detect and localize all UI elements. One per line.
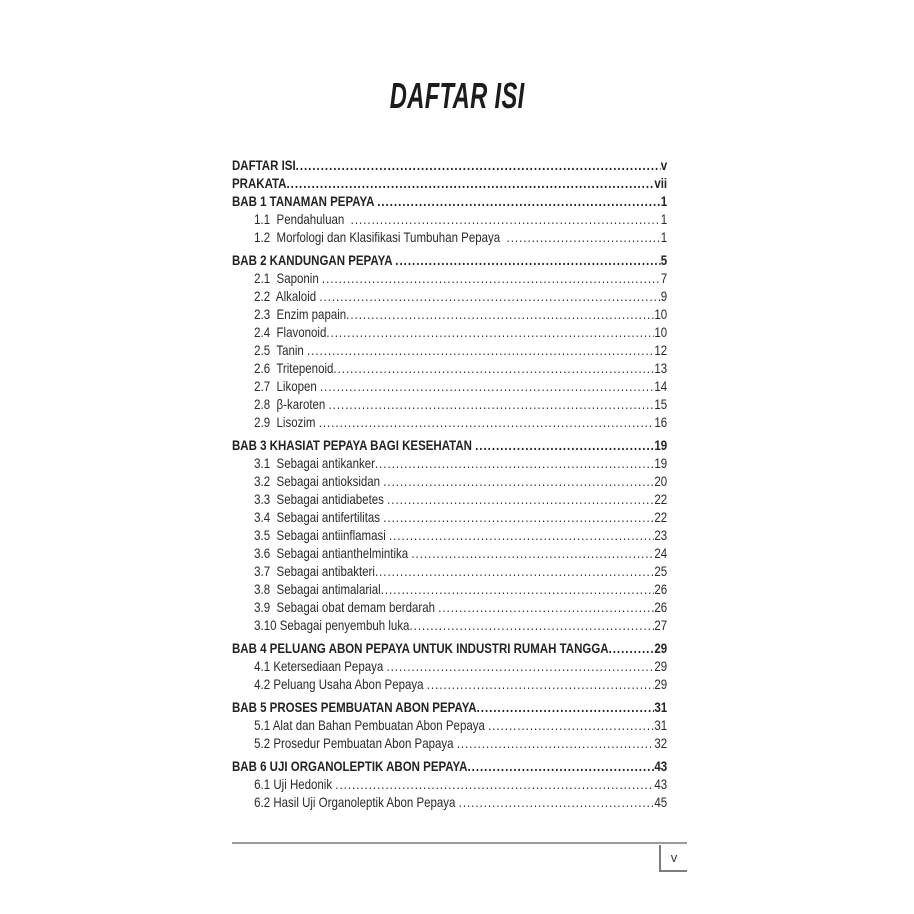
toc-row xyxy=(232,734,667,752)
toc-entry-label: 5.2 Prosedur Pembuatan Abon Papaya xyxy=(254,735,457,751)
toc-leader-dots xyxy=(307,341,654,359)
toc-entry-page: 16 xyxy=(654,414,668,430)
toc-leader-dots xyxy=(488,716,654,734)
toc-row xyxy=(232,657,667,675)
toc-entry-label: BAB 6 UJI ORGANOLEPTIK ABON PEPAYA xyxy=(232,758,468,774)
toc-entry-label: 3.10 Sebagai penyembuh luka xyxy=(254,617,410,633)
toc-row xyxy=(232,472,667,490)
toc-row xyxy=(232,192,667,210)
toc-entry-page: 1 xyxy=(660,193,668,209)
toc-entry-page: 25 xyxy=(654,563,668,579)
footer-rule xyxy=(232,842,687,844)
toc-entry-label: BAB 4 PELUANG ABON PEPAYA UNTUK INDUSTRI RUMAH TANGGA xyxy=(232,640,609,656)
toc-row xyxy=(232,639,667,657)
toc-row xyxy=(232,436,667,454)
toc-row xyxy=(232,716,667,734)
toc-leader-dots xyxy=(475,436,654,454)
toc-entry-label: 2.5 Tanin xyxy=(254,342,308,358)
toc-entry-label: 3.5 Sebagai antiinflamasi xyxy=(254,527,389,543)
toc-entry-label: PRAKATA xyxy=(232,175,287,191)
toc-leader-dots xyxy=(335,775,654,793)
toc-entry-label: 3.3 Sebagai antidiabetes xyxy=(254,491,388,507)
toc-leader-dots xyxy=(459,793,655,811)
toc-entry-page: 19 xyxy=(654,437,668,453)
toc-row xyxy=(232,269,667,287)
toc-entry-page: 12 xyxy=(654,342,668,358)
toc-entry-page: 20 xyxy=(654,473,668,489)
toc-leader-dots xyxy=(386,657,654,675)
toc-entry-label: 1.1 Pendahuluan xyxy=(254,211,351,227)
toc-entry-label: DAFTAR ISI xyxy=(232,157,296,173)
toc-entry-page: 43 xyxy=(654,758,668,774)
toc-entry-page: 14 xyxy=(654,378,668,394)
toc-leader-dots xyxy=(477,698,655,716)
toc-row xyxy=(232,544,667,562)
toc-leader-dots xyxy=(351,210,661,228)
toc-row xyxy=(232,454,667,472)
toc-entry-label: BAB 2 KANDUNGAN PEPAYA xyxy=(232,252,396,268)
toc-entry-page: vii xyxy=(654,175,668,191)
toc-leader-dots xyxy=(375,562,654,580)
toc-leader-dots xyxy=(409,616,654,634)
toc-leader-dots xyxy=(427,675,655,693)
toc-leader-dots xyxy=(411,544,654,562)
toc-entry-page: 26 xyxy=(654,581,668,597)
toc-row xyxy=(232,490,667,508)
toc-entry-label: 2.3 Enzim papain xyxy=(254,306,347,322)
toc-leader-dots xyxy=(319,413,655,431)
page-number: v xyxy=(670,850,678,865)
toc-leader-dots xyxy=(387,490,654,508)
toc-row xyxy=(232,251,667,269)
toc-row xyxy=(232,359,667,377)
toc-entry-label: 3.1 Sebagai antikanker xyxy=(254,455,375,471)
toc-leader-dots xyxy=(320,377,654,395)
toc-entry-label: 3.8 Sebagai antimalarial xyxy=(254,581,381,597)
toc-entry-page: 43 xyxy=(654,776,668,792)
page-number-box xyxy=(659,845,687,872)
toc-row xyxy=(232,228,667,246)
toc-entry-page: 24 xyxy=(654,545,668,561)
toc-row xyxy=(232,775,667,793)
toc-row xyxy=(232,757,667,775)
toc-row xyxy=(232,793,667,811)
toc-entry-label: 3.4 Sebagai antifertilitas xyxy=(254,509,384,525)
toc-entry-label: 2.7 Likopen xyxy=(254,378,320,394)
toc-row xyxy=(232,580,667,598)
toc-entry-page: 32 xyxy=(654,735,668,751)
toc-leader-dots xyxy=(507,228,661,246)
toc-entry-page: 1 xyxy=(660,229,668,245)
toc-leader-dots xyxy=(395,251,660,269)
toc-row xyxy=(232,395,667,413)
toc-entry-page: 19 xyxy=(654,455,668,471)
toc-entry-page: 23 xyxy=(654,527,668,543)
toc-entry-page: 1 xyxy=(660,211,668,227)
page-title xyxy=(0,77,914,115)
toc-entry-page: 15 xyxy=(654,396,668,412)
toc-leader-dots xyxy=(375,454,654,472)
toc-leader-dots xyxy=(383,508,654,526)
toc-entry-label: BAB 5 PROSES PEMBUATAN ABON PEPAYA xyxy=(232,699,477,715)
toc-entry-label: BAB 3 KHASIAT PEPAYA BAGI KESEHATAN xyxy=(232,437,476,453)
toc-entry-page: 10 xyxy=(654,306,668,322)
toc-entry-label: BAB 1 TANAMAN PEPAYA xyxy=(232,193,378,209)
toc-row xyxy=(232,526,667,544)
toc-leader-dots xyxy=(296,156,661,174)
toc-row xyxy=(232,377,667,395)
toc-row xyxy=(232,174,667,192)
toc-entry-label: 2.2 Alkaloid xyxy=(254,288,320,304)
toc-leader-dots xyxy=(286,174,654,192)
toc-leader-dots xyxy=(346,305,654,323)
toc-leader-dots xyxy=(333,359,654,377)
toc-row xyxy=(232,675,667,693)
toc-row xyxy=(232,305,667,323)
toc-entry-page: 26 xyxy=(654,599,668,615)
toc-leader-dots xyxy=(319,287,660,305)
toc-entry-page: 29 xyxy=(654,658,668,674)
toc-entry-page: 5 xyxy=(660,252,668,268)
toc-entry-page: 27 xyxy=(654,617,668,633)
toc-leader-dots xyxy=(467,757,654,775)
toc-entry-label: 2.4 Flavonoid xyxy=(254,324,327,340)
toc-row xyxy=(232,323,667,341)
toc-entry-page: 10 xyxy=(654,324,668,340)
toc-entry-label: 3.6 Sebagai antianthelmintika xyxy=(254,545,412,561)
toc-entry-page: 29 xyxy=(654,676,668,692)
toc-entry-label: 2.1 Saponin xyxy=(254,270,322,286)
page-title-text: DAFTAR ISI xyxy=(389,75,525,116)
toc-entry-label: 3.7 Sebagai antibakteri xyxy=(254,563,375,579)
toc-row xyxy=(232,562,667,580)
toc-leader-dots xyxy=(377,192,661,210)
toc-list xyxy=(232,156,667,811)
toc-entry-label: 2.9 Lisozim xyxy=(254,414,319,430)
toc-row xyxy=(232,698,667,716)
toc-row xyxy=(232,413,667,431)
toc-entry-page: v xyxy=(660,157,668,173)
toc-entry-page: 9 xyxy=(660,288,668,304)
toc-row xyxy=(232,616,667,634)
toc-row xyxy=(232,508,667,526)
toc-entry-label: 1.2 Morfologi dan Klasifikasi Tumbuhan Pepaya xyxy=(254,229,507,245)
toc-leader-dots xyxy=(457,734,655,752)
toc-entry-label: 2.6 Tritepenoid xyxy=(254,360,334,376)
toc-entry-page: 13 xyxy=(654,360,668,376)
toc-entry-label: 3.9 Sebagai obat demam berdarah xyxy=(254,599,439,615)
toc-entry-label: 4.2 Peluang Usaha Abon Pepaya xyxy=(254,676,427,692)
toc-leader-dots xyxy=(609,639,655,657)
toc-row xyxy=(232,598,667,616)
toc-entry-page: 31 xyxy=(654,717,668,733)
toc-entry-label: 3.2 Sebagai antioksidan xyxy=(254,473,384,489)
toc-entry-label: 4.1 Ketersediaan Pepaya xyxy=(254,658,387,674)
toc-leader-dots xyxy=(438,598,654,616)
toc-entry-label: 5.1 Alat dan Bahan Pembuatan Abon Pepaya xyxy=(254,717,489,733)
toc-row xyxy=(232,210,667,228)
toc-entry-page: 7 xyxy=(660,270,668,286)
toc-row xyxy=(232,156,667,174)
toc-row xyxy=(232,341,667,359)
toc-leader-dots xyxy=(322,269,661,287)
toc-entry-page: 22 xyxy=(654,491,668,507)
toc-leader-dots xyxy=(383,472,654,490)
toc-leader-dots xyxy=(329,395,655,413)
toc-entry-label: 6.1 Uji Hedonik xyxy=(254,776,336,792)
toc-row xyxy=(232,287,667,305)
toc-leader-dots xyxy=(381,580,655,598)
toc-entry-page: 45 xyxy=(654,794,668,810)
toc-entry-page: 31 xyxy=(654,699,668,715)
toc-entry-label: 2.8 β-karoten xyxy=(254,396,329,412)
toc-entry-page: 22 xyxy=(654,509,668,525)
toc-entry-label: 6.2 Hasil Uji Organoleptik Abon Pepaya xyxy=(254,794,459,810)
toc-leader-dots xyxy=(326,323,654,341)
toc-entry-page: 29 xyxy=(654,640,668,656)
toc-leader-dots xyxy=(389,526,654,544)
